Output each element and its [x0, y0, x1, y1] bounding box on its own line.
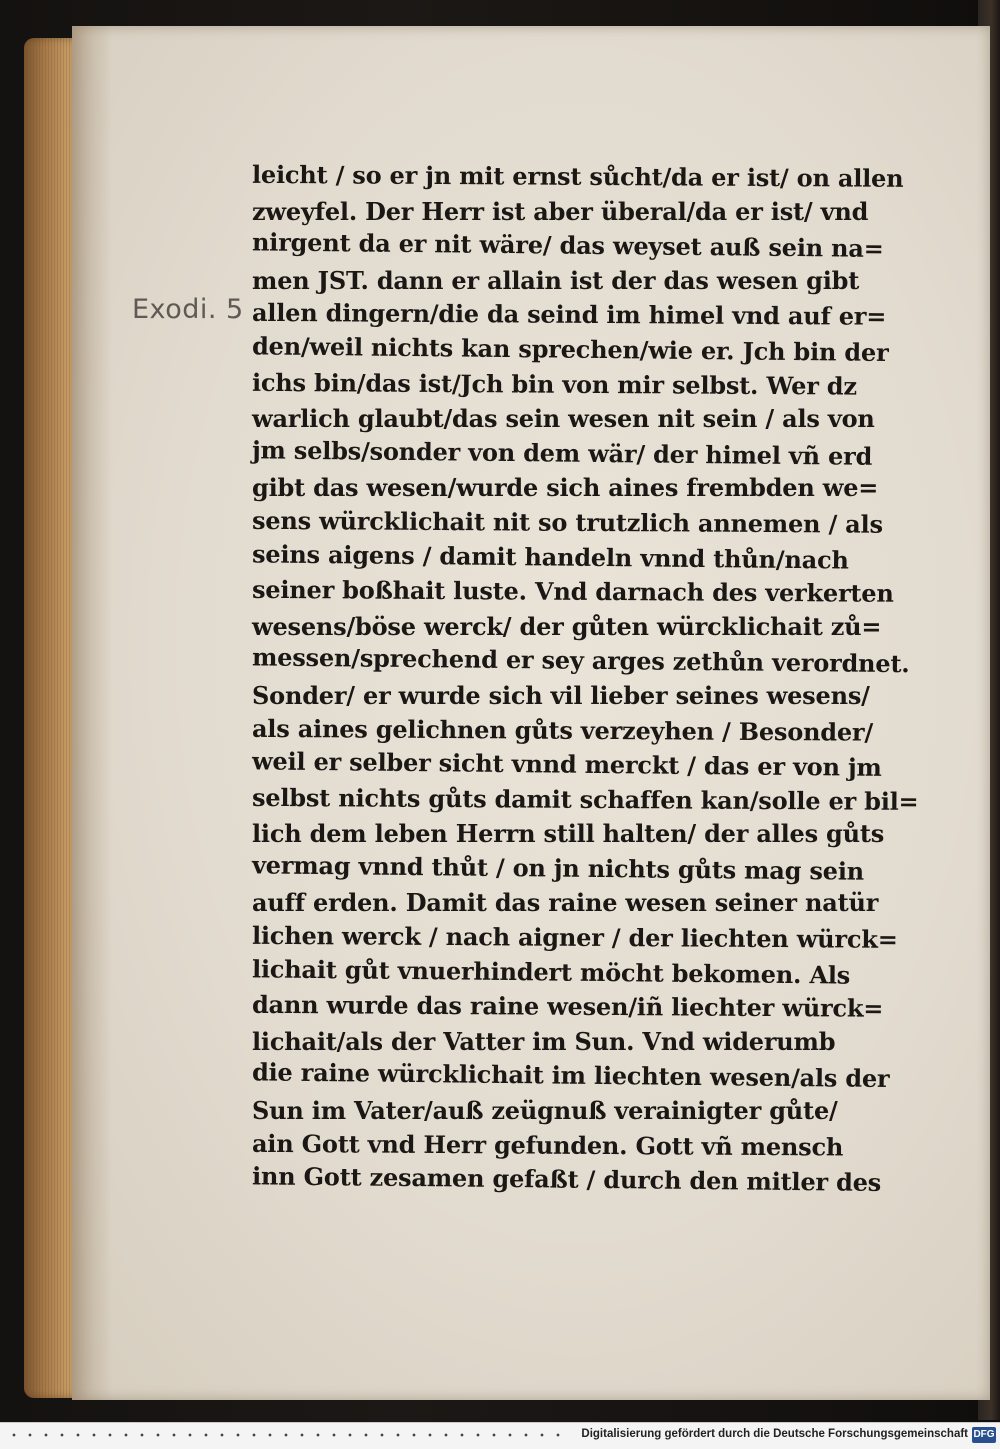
text-line: jm selbs/sonder von dem wär/ der himel vñ erd — [251, 435, 873, 471]
text-line: weil er selber sicht vnnd merckt / das er von jm — [251, 746, 882, 783]
text-line: men JST. dann er allain ist der das wesen gibt — [252, 265, 860, 295]
text-line: leicht / so er jn mit ernst sůcht/da er ist/ on allen — [251, 159, 904, 193]
text-line: lichen werck / nach aigner / der liechten würck= — [251, 920, 898, 954]
funding-credit: Digitalisierung gefördert durch die Deutsche Forschungsgemeinschaft — [581, 1428, 968, 1440]
text-line: seiner boßhait luste. Vnd darnach des verkerten — [251, 574, 894, 608]
text-line: ain Gott vnd Herr gefunden. Gott vñ mensch — [251, 1128, 844, 1162]
text-line: messen/sprechend er sey arges zethůn verordnet. — [251, 642, 910, 679]
text-line: inn Gott zesamen gefaßt / durch den mitler des — [251, 1161, 882, 1198]
text-line: die raine würcklichait im liechten wesen/als der — [251, 1057, 890, 1094]
gutter-shadow — [72, 26, 112, 1400]
text-line: wesens/böse werck/ der gůten würcklichait zů= — [252, 611, 882, 641]
text-line: zweyfel. Der Herr ist aber überal/da er ist/ vnd — [252, 196, 869, 226]
scale-dots — [6, 1433, 566, 1437]
text-line: dann wurde das raine wesen/iñ liechter würck= — [251, 990, 884, 1023]
text-line: nirgent da er nit wäre/ das weyset auß sein na= — [251, 227, 884, 264]
text-line: als aines gelichnen gůts verzeyhen / Besonder/ — [251, 713, 874, 747]
body-text — [252, 160, 952, 1198]
text-line: vermag vnnd thůt / on jn nichts gůts mag sein — [251, 850, 865, 886]
text-line: seins aigens / damit handeln vnnd thůn/nach — [251, 538, 849, 575]
text-line: warlich glaubt/das sein wesen nit sein / als von — [252, 404, 875, 434]
text-line: lich dem leben Herrn still halten/ der alles gůts — [252, 819, 885, 849]
text-line: sens würcklichait nit so trutzlich annemen / als — [251, 505, 883, 539]
footer-bar — [0, 1422, 1000, 1449]
text-line: den/weil nichts kan sprechen/wie er. Jch bin der — [251, 331, 889, 367]
text-line: lichait gůt vnuerhindert möcht bekomen. Als — [251, 953, 851, 990]
text-line: Sun im Vater/auß zeügnuß verainigter gůte/ — [252, 1096, 838, 1126]
dfg-logo: DFG — [972, 1427, 996, 1443]
text-line: ichs bin/das ist/Jch bin von mir selbst. Wer dz — [251, 367, 857, 401]
text-line: lichait/als der Vatter im Sun. Vnd widerumb — [252, 1026, 836, 1056]
page-sheet — [72, 26, 990, 1400]
text-line: gibt das wesen/wurde sich aines frembden we= — [252, 473, 879, 503]
text-line: Sonder/ er wurde sich vil lieber seines wesens/ — [252, 680, 870, 710]
margin-note: Exodi. 5 — [132, 294, 244, 325]
text-line: auff erden. Damit das raine wesen seiner natür — [252, 888, 879, 918]
text-line: allen dingern/die da seind im himel vnd auf er= — [251, 298, 887, 332]
text-line: selbst nichts gůts damit schaffen kan/solle er bil= — [251, 782, 919, 816]
